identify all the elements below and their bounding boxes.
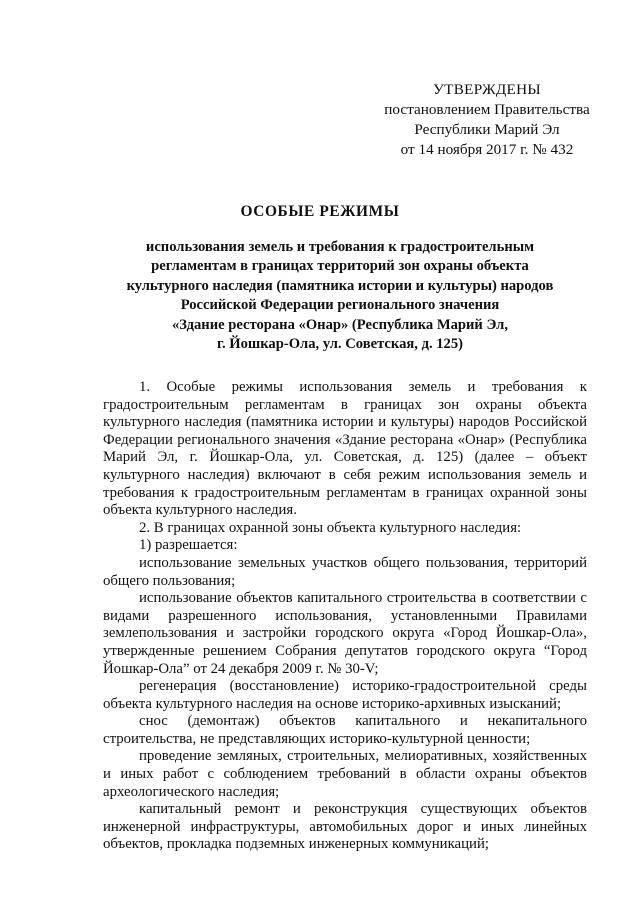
approval-heading: УТВЕРЖДЕНЫ xyxy=(433,81,541,98)
paragraph-2: 2. В границах охранной зоны объекта культурного наследия: xyxy=(139,519,522,536)
paragraph-3: 1) разрешается: xyxy=(139,537,238,554)
subtitle-line: регламентам в границах территорий зон охраны объекта xyxy=(151,258,529,275)
subtitle-line: г. Йошкар-Ола, ул. Советская, д. 125) xyxy=(216,336,464,353)
subtitle-line: «Здание ресторана «Онар» (Республика Марий Эл, xyxy=(171,316,509,333)
paragraph-8: проведение земляных, строительных, мелиоративных, хозяйственных и иных работ с соблюдением требований в области охраны объектов археологического наследия; xyxy=(103,748,587,800)
paragraph-7: снос (демонтаж) объектов капитального и некапитального строительства, не представляющих историко-культурной ценности; xyxy=(103,713,587,747)
approval-line-1: постановлением Правительства xyxy=(384,101,590,118)
document-title: ОСОБЫЕ РЕЖИМЫ xyxy=(240,203,400,220)
paragraph-1: 1. Особые режимы использования земель и требования к градостроительным регламентам в границах зон охраны объекта культурного наследия (памятника истории и культуры) народов Российской Федерации регионального значения «Здание ресторана «Онар» (Республика Марий Эл, г. Йошкар-Ола, ул. Советская, д. 125) (далее – объект культурного наследия) включают в себя режим использования земель и требования к градостроительным регламентам в границах охранной зоны объекта культурного наследия. xyxy=(103,379,587,519)
paragraph-6: регенерация (восстановление) историко-градостроительной среды объекта культурного наследия на основе историко-архивных изысканий; xyxy=(103,678,587,712)
subtitle-line: использования земель и требования к градостроительным xyxy=(145,239,535,255)
document-body xyxy=(103,379,587,854)
subtitle-line: Российской Федерации регионального значения xyxy=(180,297,500,314)
document-subtitle xyxy=(110,238,570,354)
approval-block xyxy=(372,80,602,160)
approval-line-2: Республики Марий Эл xyxy=(414,121,560,138)
subtitle-line: культурного наследия (памятника истории и культуры) народов xyxy=(126,277,554,294)
paragraph-4: использование земельных участков общего пользования, территорий общего пользования; xyxy=(103,554,587,589)
paragraph-5: использование объектов капитального строительства в соответствии с видами разрешенного использования, установленными Правилами землепользования и застройки городского округа «Город Йошкар-Ола», утвержденные решением Собрания депутатов городского округа “Город Йошкар-Ола” от 24 декабря 2009 г. № 30-V; xyxy=(103,590,587,677)
approval-line-3: от 14 ноября 2017 г. № 432 xyxy=(400,141,574,158)
paragraph-9: капитальный ремонт и реконструкция существующих объектов инженерной инфраструктуры, автомобильных дорог и иных линейных объектов, прокладка подземных инженерных коммуникаций; xyxy=(103,801,587,853)
